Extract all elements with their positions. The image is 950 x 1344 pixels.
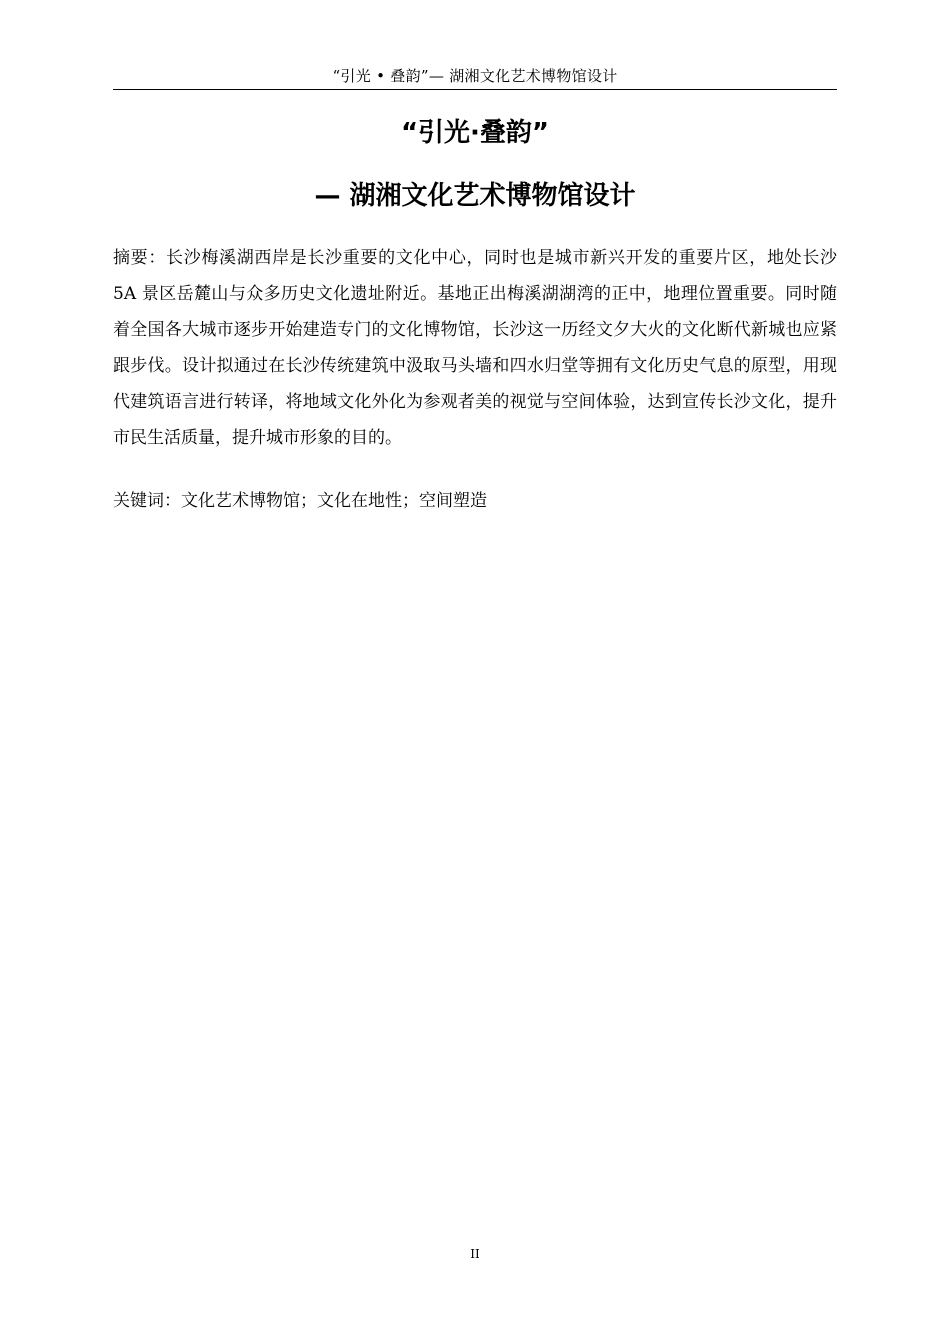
keywords-line xyxy=(113,486,837,516)
abstract-paragraph xyxy=(113,240,837,456)
keywords-text: 文化艺术博物馆；文化在地性；空间塑造 xyxy=(181,491,487,511)
abstract-text: 长沙梅溪湖西岸是长沙重要的文化中心，同时也是城市新兴开发的重要片区，地处长沙 5A 景区岳麓山与众多历史文化遗址附近。基地正出梅溪湖湖湾的正中，地理位置重要。同时随着全国各大城市逐步开始建造专门的文化博物馆，长沙这一历经文夕大火的文化断代新城也应紧跟步伐。设计拟通过在长沙传统建筑中汲取马头墙和四水归堂等拥有文化历史气息的原型，用现代建筑语言进行转译，将地域文化外化为参观者美的视觉与空间体验，达到宣传长沙文化，提升市民生活质量，提升城市形象的目的。 xyxy=(113,248,838,448)
abstract-label: 摘要： xyxy=(113,248,167,268)
page-number: II xyxy=(470,1247,480,1261)
header-rule xyxy=(113,89,837,90)
keywords-label: 关键词： xyxy=(113,491,181,511)
document-title: “引光·叠韵” xyxy=(400,118,550,148)
document-subtitle: — 湖湘文化艺术博物馆设计 xyxy=(314,181,636,211)
running-header: “引光 • 叠韵”— 湖湘文化艺术博物馆设计 xyxy=(332,67,618,85)
